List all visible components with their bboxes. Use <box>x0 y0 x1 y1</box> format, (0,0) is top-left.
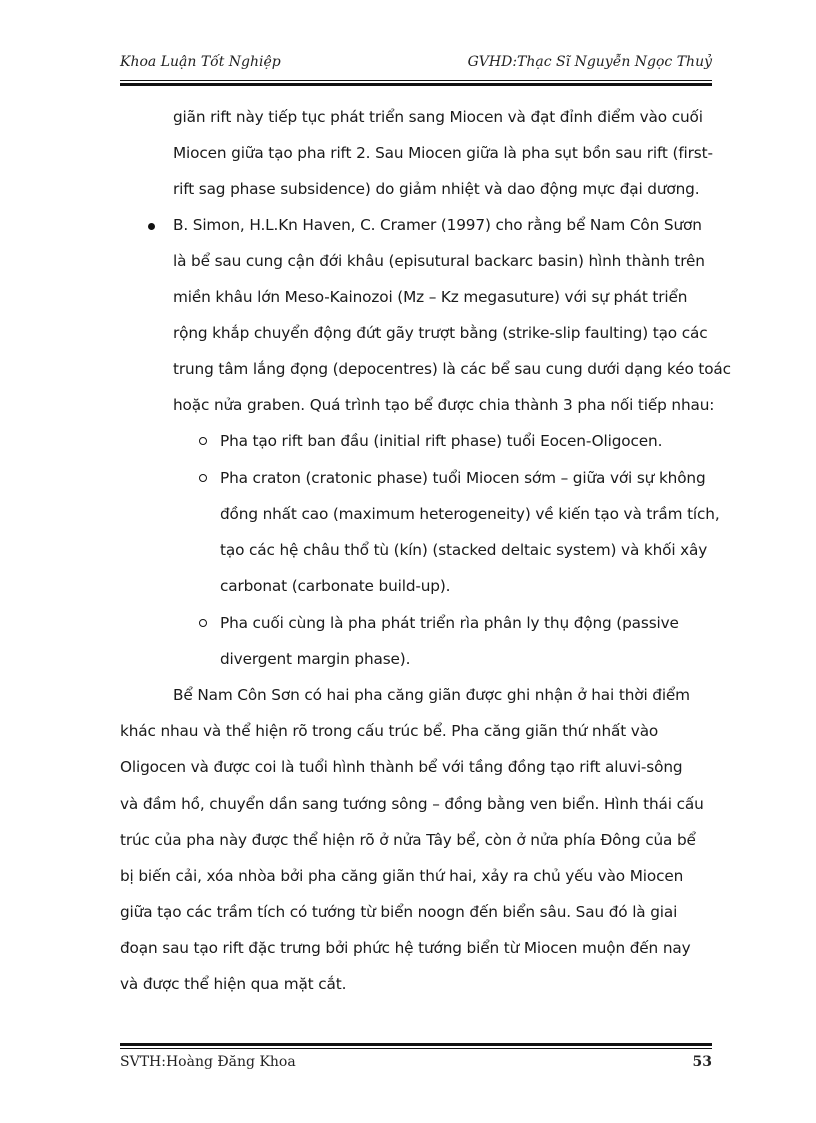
page-number: 53 <box>692 1054 712 1070</box>
sub-bullet-line: tạo các hệ châu thổ tù (kín) (stacked deltaic system) và khối xây <box>220 541 708 559</box>
header-title: Khoa Luận Tốt Nghiệp <box>120 54 281 70</box>
paragraph-line: bị biến cải, xóa nhòa bởi pha căng giãn thứ hai, xảy ra chủ yếu vào Miocen <box>120 867 684 885</box>
bullet-line: B. Simon, H.L.Kn Haven, C. Cramer (1997) cho rằng bể Nam Côn Sươn <box>173 216 702 234</box>
bullet-line: trung tâm lắng đọng (depocentres) là các bể sau cung dưới dạng kéo toác <box>173 360 731 378</box>
paragraph-line: và được thể hiện qua mặt cắt. <box>120 975 347 993</box>
paragraph-line: khác nhau và thể hiện rõ trong cấu trúc bể. Pha căng giãn thứ nhất vào <box>120 722 659 740</box>
paragraph-line: Oligocen và được coi là tuổi hình thành bể với tầng đồng tạo rift aluvi-sông <box>120 758 683 776</box>
header-advisor: GVHD:Thạc Sĩ Nguyễn Ngọc Thuỷ <box>467 54 712 70</box>
sub-bullet-line: carbonat (carbonate build-up). <box>220 577 451 595</box>
bullet-line: rộng khắp chuyển động đứt gãy trượt bằng (strike-slip faulting) tạo các <box>173 324 708 342</box>
footer-rule-thin <box>120 1048 712 1049</box>
sub-bullet-circle <box>199 474 207 482</box>
paragraph-line: giữa tạo các trầm tích có tướng từ biển noogn đến biển sâu. Sau đó là giai <box>120 903 678 921</box>
sub-bullet-line: Pha tạo rift ban đầu (initial rift phase) tuổi Eocen-Oligocen. <box>220 432 663 450</box>
sub-bullet-circle <box>199 619 207 627</box>
sub-bullet-line: Pha craton (cratonic phase) tuổi Miocen sớm – giữa với sự không <box>220 469 706 487</box>
header-rule-thin <box>120 80 712 81</box>
sub-bullet-circle <box>199 437 207 445</box>
page-footer <box>120 1054 712 1074</box>
paragraph-line: trúc của pha này được thể hiện rõ ở nửa Tây bể, còn ở nửa phía Đông của bể <box>120 831 696 849</box>
bullet-line: miền khâu lớn Meso-Kainozoi (Mz – Kz megasuture) với sự phát triển <box>173 288 688 306</box>
header-rule-thick <box>120 83 712 86</box>
sub-bullet-line: divergent margin phase). <box>220 650 411 668</box>
footer-author: SVTH:Hoàng Đăng Khoa <box>120 1054 296 1070</box>
paragraph-line: Bể Nam Côn Sơn có hai pha căng giãn được ghi nhận ở hai thời điểm <box>173 686 690 704</box>
bullet-line: là bể sau cung cận đới khâu (episutural backarc basin) hình thành trên <box>173 252 705 270</box>
paragraph-line: và đầm hồ, chuyển dần sang tướng sông – đồng bằng ven biển. Hình thái cấu <box>120 795 704 813</box>
sub-bullet-line: Pha cuối cùng là pha phát triển rìa phân ly thụ động (passive <box>220 614 679 632</box>
intro-line: Miocen giữa tạo pha rift 2. Sau Miocen giữa là pha sụt bồn sau rift (first- <box>173 144 713 162</box>
footer-rule-thick <box>120 1043 712 1046</box>
paragraph-line: đoạn sau tạo rift đặc trưng bởi phức hệ tướng biển từ Miocen muộn đến nay <box>120 939 691 957</box>
intro-line: rift sag phase subsidence) do giảm nhiệt và dao động mực đại dương. <box>173 180 700 198</box>
sub-bullet-line: đồng nhất cao (maximum heterogeneity) về kiến tạo và trầm tích, <box>220 505 720 523</box>
intro-line: giãn rift này tiếp tục phát triển sang Miocen và đạt đỉnh điểm vào cuối <box>173 108 703 126</box>
page-header <box>120 52 712 76</box>
bullet-dot <box>148 223 155 230</box>
bullet-line: hoặc nửa graben. Quá trình tạo bể được chia thành 3 pha nối tiếp nhau: <box>173 396 715 414</box>
